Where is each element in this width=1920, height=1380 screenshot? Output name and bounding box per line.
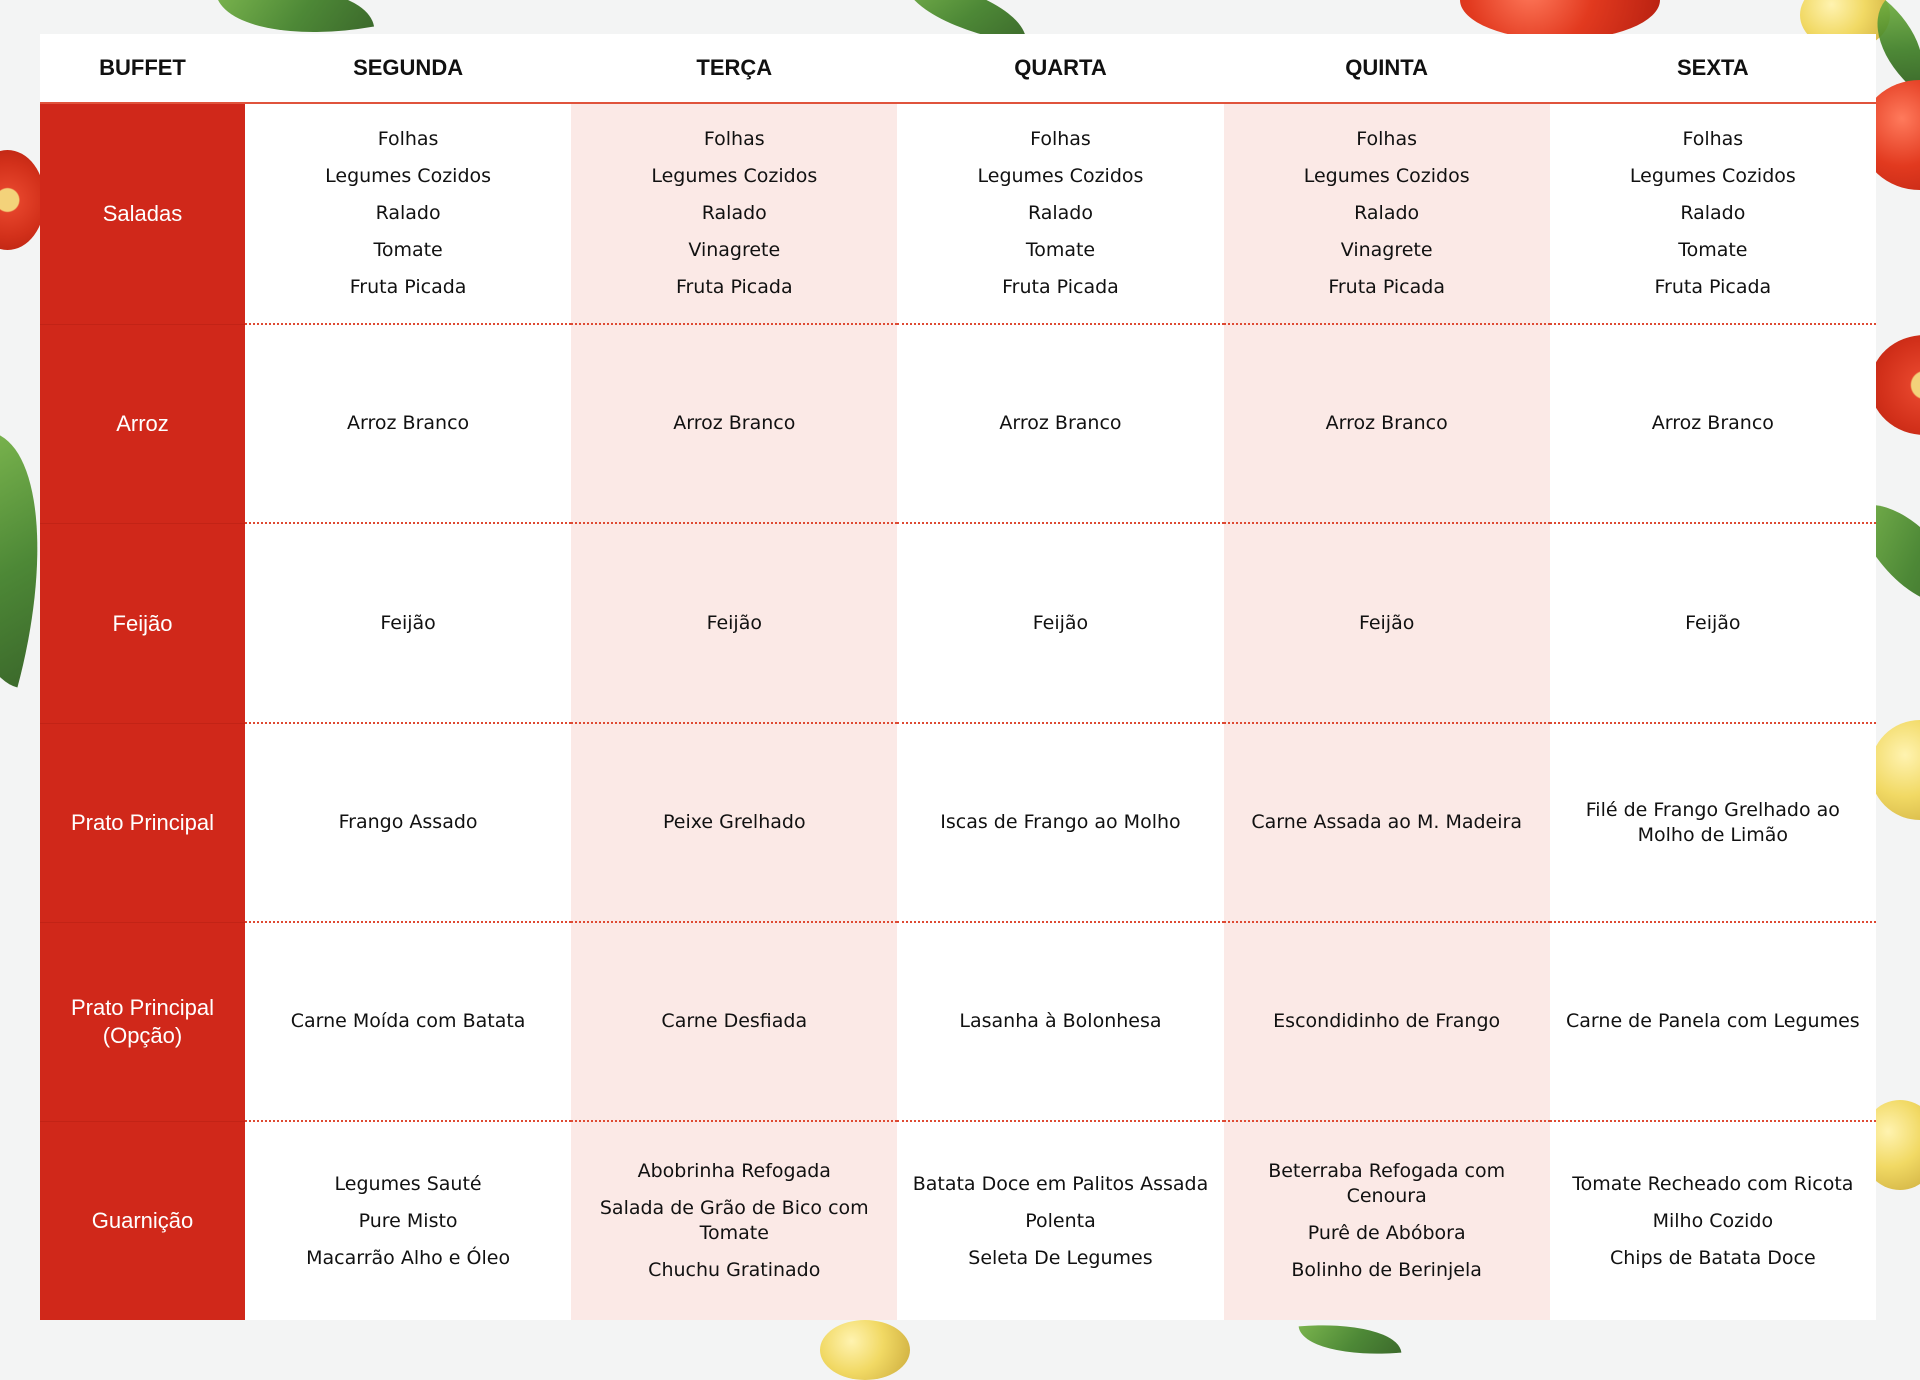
menu-item: Carne de Panela com Legumes [1566,1010,1860,1032]
menu-item: Folhas [377,128,439,150]
menu-item: Feijão [1358,611,1415,634]
tomato-slice-decoration [1870,335,1920,435]
menu-cell [897,325,1223,524]
menu-item: Bolinho de Berinjela [1291,1259,1482,1281]
menu-item: Escondidinho de Frango [1273,1010,1501,1032]
menu-cell [897,104,1223,325]
menu-item: Tomate [373,239,443,261]
menu-item: Fruta Picada [349,276,467,298]
menu-cell [897,1122,1223,1320]
menu-item: Ralado [1680,202,1746,224]
buffet-menu-table [40,34,1876,1320]
menu-cell [571,923,897,1122]
menu-cell [1550,325,1876,524]
menu-item: Tomate [1678,239,1748,261]
header-day-terca: TERÇA [571,34,897,104]
menu-item: Ralado [701,202,767,224]
menu-cell [571,104,897,325]
basil-leaf-decoration [1299,1318,1402,1362]
menu-cell [571,325,897,524]
menu-item: Peixe Grelhado [662,811,806,833]
menu-cell [1224,524,1550,724]
menu-item: Arroz Branco [347,412,470,434]
menu-item: Feijão [380,611,436,634]
menu-item: Lasanha à Bolonhesa [959,1010,1162,1032]
header-day-quarta: QUARTA [897,34,1223,104]
menu-cell [245,724,571,923]
header-corner: BUFFET [40,34,245,104]
row-label-arroz: Arroz [40,325,245,524]
menu-item: Ralado [1354,202,1420,224]
menu-item: Legumes Cozidos [325,165,492,187]
menu-cell [571,724,897,923]
menu-item: Fruta Picada [1328,276,1445,298]
menu-cell [1550,524,1876,724]
menu-item: Arroz Branco [1651,412,1774,434]
menu-item: Vinagrete [1340,239,1433,261]
row-label-prato-principal: Prato Principal [40,724,245,923]
menu-item: Feijão [706,611,762,634]
menu-cell [1224,724,1550,923]
row-label-guarnicao: Guarnição [40,1122,245,1320]
menu-cell [1550,1122,1876,1320]
menu-item: Arroz Branco [673,412,796,434]
menu-item: Ralado [375,202,441,224]
menu-item: Legumes Sauté [334,1172,482,1195]
menu-item: Frango Assado [338,811,478,833]
menu-cell [1550,923,1876,1122]
menu-cell [245,524,571,724]
menu-cell [1224,1122,1550,1320]
menu-item: Purê de Abóbora [1307,1222,1466,1244]
row-label-feijao: Feijão [40,524,245,724]
menu-cell [1224,104,1550,325]
menu-item: Tomate Recheado com Ricota [1572,1172,1854,1195]
menu-item: Legumes Cozidos [1629,165,1796,187]
menu-item: Legumes Cozidos [977,165,1144,187]
menu-item: Folhas [1356,128,1418,150]
menu-cell [1224,923,1550,1122]
menu-item: Pure Misto [358,1209,458,1232]
menu-item: Batata Doce em Palitos Assada [912,1172,1209,1195]
menu-cell [245,104,571,325]
menu-cell [1224,325,1550,524]
menu-cell [571,524,897,724]
menu-cell [897,724,1223,923]
menu-item: Carne Moída com Batata [290,1010,526,1032]
tomato-slice-decoration [0,150,45,250]
menu-cell [245,325,571,524]
menu-item: Polenta [1025,1209,1096,1232]
menu-item: Fruta Picada [675,276,793,298]
menu-item: Carne Assada ao M. Madeira [1251,811,1522,833]
menu-item: Filé de Frango Grelhado ao Molho de Limão [1585,798,1840,846]
header-day-segunda: SEGUNDA [245,34,571,104]
row-label-prato-principal-opcao: Prato Principal (Opção) [40,923,245,1122]
menu-cell [897,923,1223,1122]
menu-item: Folhas [1030,128,1091,150]
header-day-sexta: SEXTA [1550,34,1876,104]
menu-item: Folhas [703,128,765,150]
menu-item: Macarrão Alho e Óleo [306,1246,511,1269]
menu-item: Feijão [1685,611,1741,634]
menu-item: Fruta Picada [1002,276,1119,298]
menu-item: Iscas de Frango ao Molho [940,811,1181,833]
menu-item: Vinagrete [688,239,781,261]
menu-cell [245,923,571,1122]
menu-item: Fruta Picada [1654,276,1772,298]
menu-item: Legumes Cozidos [1303,165,1470,187]
menu-item: Salada de Grão de Bico com Tomate [599,1197,869,1244]
menu-item: Chuchu Gratinado [648,1259,821,1281]
menu-cell [1550,104,1876,325]
menu-item: Chips de Batata Doce [1610,1246,1816,1269]
menu-cell [897,524,1223,724]
menu-item: Carne Desfiada [661,1010,808,1032]
menu-item: Milho Cozido [1652,1209,1774,1232]
menu-cell [245,1122,571,1320]
row-label-saladas: Saladas [40,104,245,325]
menu-item: Seleta De Legumes [968,1246,1153,1269]
yellow-tomato-decoration [820,1320,910,1380]
menu-item: Tomate [1025,239,1096,261]
menu-cell [571,1122,897,1320]
menu-item: Folhas [1682,128,1744,150]
menu-item: Arroz Branco [999,412,1122,434]
menu-item: Abobrinha Refogada [637,1160,831,1182]
menu-item: Ralado [1027,202,1093,224]
menu-item: Legumes Cozidos [651,165,818,187]
yellow-tomato-decoration [1870,720,1920,820]
menu-item: Feijão [1032,611,1089,634]
menu-item: Beterraba Refogada com Cenoura [1268,1160,1506,1207]
menu-cell [1550,724,1876,923]
menu-item: Arroz Branco [1325,412,1448,434]
header-day-quinta: QUINTA [1224,34,1550,104]
